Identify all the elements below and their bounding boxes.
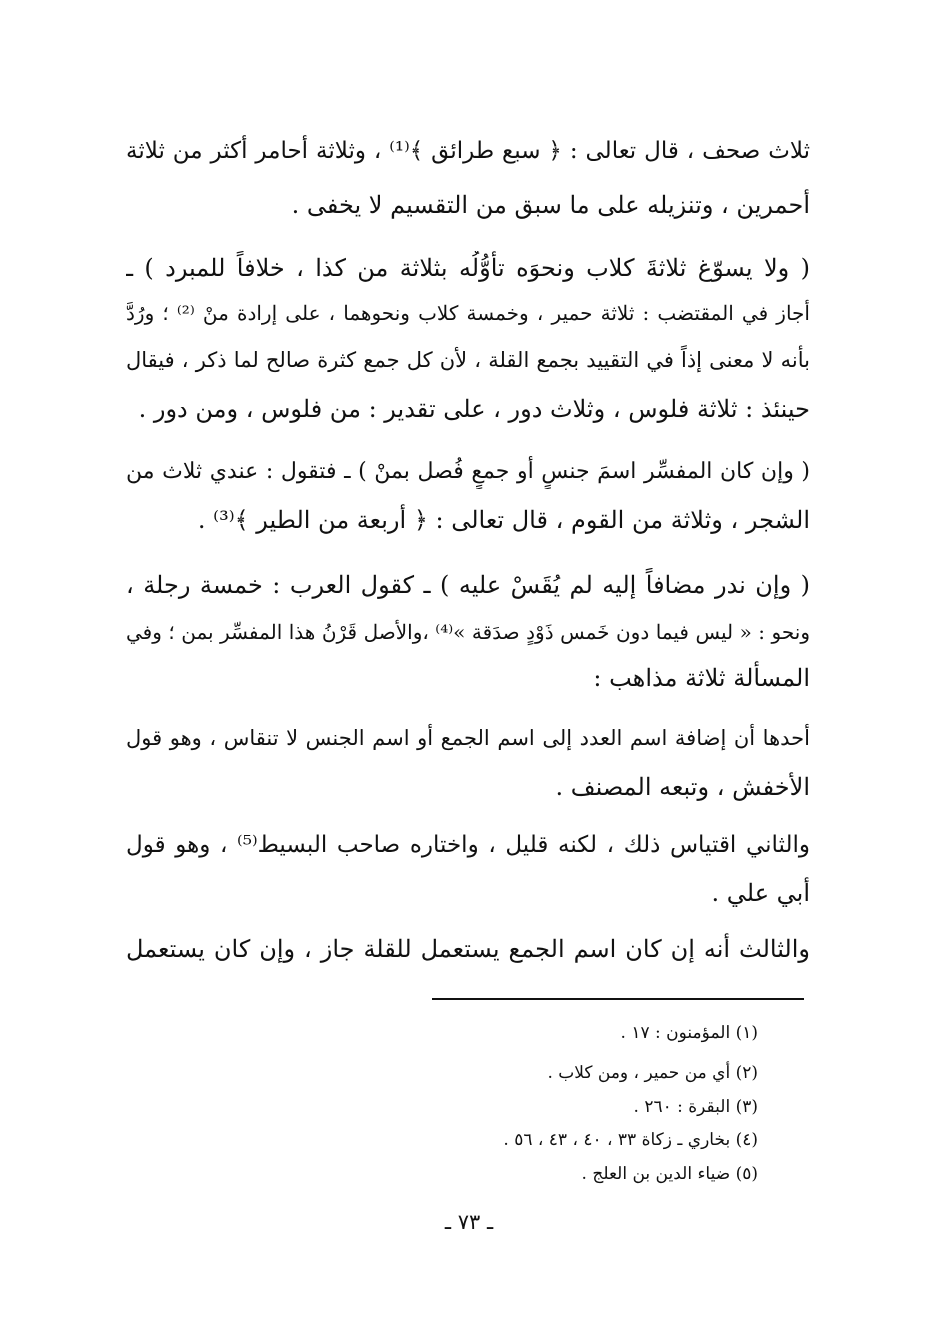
footnote-separator: [432, 998, 804, 1000]
body-line: الأخفش ، وتبعه المصنف .: [555, 773, 810, 801]
body-line: ( وإن كان المفسِّر اسمَ جنسٍ أو جمعٍ فُصل بمنْ ) ـ فتقول : عندي ثلاث من: [126, 459, 810, 484]
body-line: ثلاث صحف ، قال تعالى : ﴿ سبع طرائق ﴾⁽¹⁾ ، وثلاثة أحامر أكثر من ثلاثة: [126, 138, 810, 164]
body-line: أجاز في المقتضب : ثلاثة حمير ، وخمسة كلاب ونحوهما ، على إرادة منْ ⁽²⁾ ؛ ورُدَّ: [126, 301, 810, 325]
footnote: (٥) ضياء الدين بن العلج .: [581, 1164, 758, 1184]
body-line: ونحو : « ليس فيما دون خَمس ذَوْدٍ صدَقة »⁽⁴⁾ ،والأصل قَرْنُ هذا المفسِّر بمن ؛ وفي: [126, 620, 810, 644]
body-line: أبي علي .: [711, 879, 810, 907]
body-line: ( ولا يسوّغ ثلاثةَ كلاب ونحوَه تأوُّلُه بثلاثة من كذا ، خلافاً للمبرد ) ـ: [126, 254, 810, 282]
page-number: ـ ٧٣ ـ: [444, 1210, 494, 1234]
body-line: بأنه لا معنى إذاً في التقييد بجمع القلة ، لأن كل جمع كثرة صالح لما ذكر ، فيقال: [126, 348, 810, 372]
body-line: والثاني اقتياس ذلك ، لكنه قليل ، واختاره صاحب البسيط⁽⁵⁾ ، وهو قول: [126, 832, 810, 858]
body-line: المسألة ثلاثة مذاهب :: [593, 664, 810, 692]
body-line: الشجر ، وثلاثة من القوم ، قال تعالى : ﴿ أربعة من الطير ﴾⁽³⁾ .: [197, 506, 810, 534]
footnote: (٢) أي من حمير ، ومن كلاب .: [547, 1063, 758, 1083]
body-line: حينئذ : ثلاثة فلوس ، وثلاث دور ، على تقدير : من فلوس ، ومن دور .: [138, 395, 810, 423]
footnote: (١) المؤمنون : ١٧ .: [620, 1023, 758, 1043]
footnote: (٤) بخاري ـ زكاة ٣٣ ، ٤٠ ، ٤٣ ، ٥٦ .: [503, 1130, 758, 1150]
body-line: أحمرين ، وتنزيله على ما سبق من التقسيم لا يخفى .: [291, 191, 810, 219]
body-line: ( وإن ندر مضافاً إليه لم يُقَسْ عليه ) ـ كقول العرب : خمسة رجلة ،: [126, 571, 810, 599]
body-line: والثالث أنه إن كان اسم الجمع يستعمل للقلة جاز ، وإن كان يستعمل: [126, 935, 810, 963]
body-line: أحدها أن إضافة اسم العدد إلى اسم الجمع أو اسم الجنس لا تنقاس ، وهو قول: [126, 726, 810, 750]
footnote: (٣) البقرة : ٢٦٠ .: [633, 1097, 758, 1117]
